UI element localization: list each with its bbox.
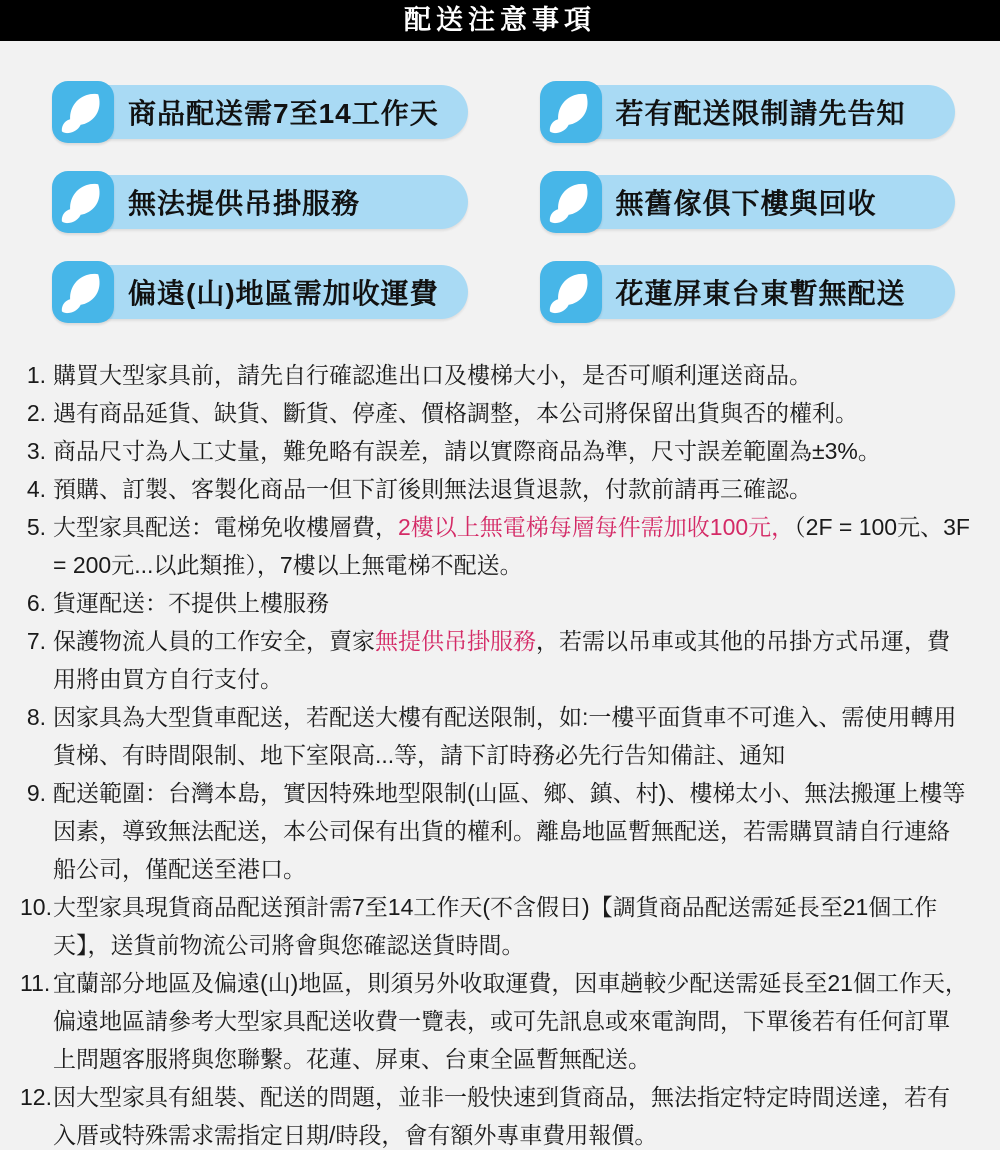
note-item-2 (20, 394, 972, 432)
note-segment-highlight: 2樓以上無電梯每層每件需加收100元， (398, 514, 795, 540)
note-segment: 大型家具現貨商品配送預計需7至14工作天(不含假日)【調貨商品配送需延長至21個工作天】，送貨前物流公司將會與您確認送貨時間。 (53, 894, 938, 958)
note-text (53, 394, 972, 432)
badge-label: 偏遠(山)地區需加收運費 (128, 278, 439, 309)
note-text (53, 774, 972, 888)
badge-label: 無法提供吊掛服務 (128, 188, 361, 219)
badge-no-furniture-removal (540, 171, 956, 233)
note-text (53, 1078, 972, 1150)
note-item-11 (20, 964, 972, 1078)
note-item-3 (20, 432, 972, 470)
note-text (53, 470, 972, 508)
page-title: 配送注意事項 (404, 5, 596, 35)
badges-grid (0, 41, 1000, 323)
badge-no-hoisting (52, 171, 468, 233)
badge-label: 若有配送限制請先告知 (615, 98, 906, 129)
note-item-1 (20, 356, 972, 394)
note-text (53, 508, 972, 584)
badge-pill (66, 85, 468, 139)
badge-pill (554, 175, 956, 229)
leaf-icon (52, 261, 114, 323)
badge-pill (554, 85, 956, 139)
note-segment: 因家具為大型貨車配送，若配送大樓有配送限制，如:一樓平面貨車不可進入、需使用轉用貨梯、有時間限制、地下室限高...等，請下訂時務必先行告知備註、通知 (53, 704, 957, 768)
note-number: 4. (26, 476, 46, 502)
note-segment: 宜蘭部分地區及偏遠(山)地區，則須另外收取運費，因車趟較少配送需延長至21個工作天，偏遠地區請參考大型家具配送收費一覽表，或可先訊息或來電詢問，下單後若有任何訂單上問題客服將與您聯繫。花蓮、屏東、台東全區暫無配送。 (53, 970, 968, 1072)
badge-delivery-restriction (540, 81, 956, 143)
note-number: 5. (26, 514, 46, 540)
leaf-icon (540, 81, 602, 143)
note-item-6 (20, 584, 972, 622)
note-number: 12. (20, 1084, 52, 1110)
badge-label: 商品配送需7至14工作天 (128, 98, 439, 129)
note-segment: 購買大型家具前，請先自行確認進出口及樓梯大小，是否可順利運送商品。 (53, 362, 812, 388)
leaf-icon (540, 261, 602, 323)
note-segment: 大型家具配送：電梯免收樓層費， (53, 514, 398, 540)
note-text (53, 888, 972, 964)
note-item-10 (20, 888, 972, 964)
badge-remote-area-fee (52, 261, 468, 323)
note-number: 10. (20, 894, 52, 920)
note-number: 2. (26, 400, 46, 426)
note-number: 6. (26, 590, 46, 616)
note-number: 7. (26, 628, 46, 654)
note-segment: 貨運配送：不提供上樓服務 (53, 590, 329, 616)
badge-delivery-days (52, 81, 468, 143)
leaf-icon (540, 171, 602, 233)
badge-no-delivery-regions (540, 261, 956, 323)
note-text (53, 964, 972, 1078)
note-text (53, 584, 972, 622)
note-text (53, 622, 972, 698)
note-segment: 保護物流人員的工作安全，賣家 (53, 628, 375, 654)
delivery-notes-list (0, 356, 1000, 1150)
note-item-4 (20, 470, 972, 508)
note-item-7 (20, 622, 972, 698)
note-number: 3. (26, 438, 46, 464)
note-segment: 預購、訂製、客製化商品一但下訂後則無法退貨退款，付款前請再三確認。 (53, 476, 812, 502)
badge-pill (66, 265, 468, 319)
leaf-icon (52, 171, 114, 233)
note-text (53, 356, 972, 394)
note-segment: （2F = 100元、3F = 200元...以此類推），7樓以上無電梯不配送。 (53, 514, 970, 578)
note-segment-highlight: 無提供吊掛服務 (375, 628, 536, 654)
note-item-9 (20, 774, 972, 888)
leaf-icon (52, 81, 114, 143)
note-item-12 (20, 1078, 972, 1150)
badge-label: 花蓮屏東台東暫無配送 (615, 278, 906, 309)
note-number: 8. (26, 704, 46, 730)
badge-pill (554, 265, 956, 319)
note-item-5 (20, 508, 972, 584)
note-segment: 遇有商品延貨、缺貨、斷貨、停產、價格調整，本公司將保留出貨與否的權利。 (53, 400, 858, 426)
note-number: 9. (26, 780, 46, 806)
note-segment: 因大型家具有組裝、配送的問題，並非一般快速到貨商品，無法指定特定時間送達，若有入厝或特殊需求需指定日期/時段，會有額外專車費用報價。 (53, 1084, 950, 1148)
note-text (53, 432, 972, 470)
note-text (53, 698, 972, 774)
badge-label: 無舊傢俱下樓與回收 (615, 188, 877, 219)
note-segment: 配送範圍：台灣本島，實因特殊地型限制(山區、鄉、鎮、村)、樓梯太小、無法搬運上樓等因素，導致無法配送，本公司保有出貨的權利。離島地區暫無配送，若需購買請自行連絡船公司，僅配送至港口。 (53, 780, 966, 882)
note-number: 11. (20, 970, 51, 996)
badge-pill (66, 175, 468, 229)
page-header (0, 0, 1000, 41)
note-segment: ，若需以吊車或其他的吊掛方式吊運，費用將由買方自行支付。 (53, 628, 950, 692)
note-segment: 商品尺寸為人工丈量，難免略有誤差，請以實際商品為準，尺寸誤差範圍為±3%。 (53, 438, 881, 464)
note-number: 1. (26, 362, 46, 388)
note-item-8 (20, 698, 972, 774)
